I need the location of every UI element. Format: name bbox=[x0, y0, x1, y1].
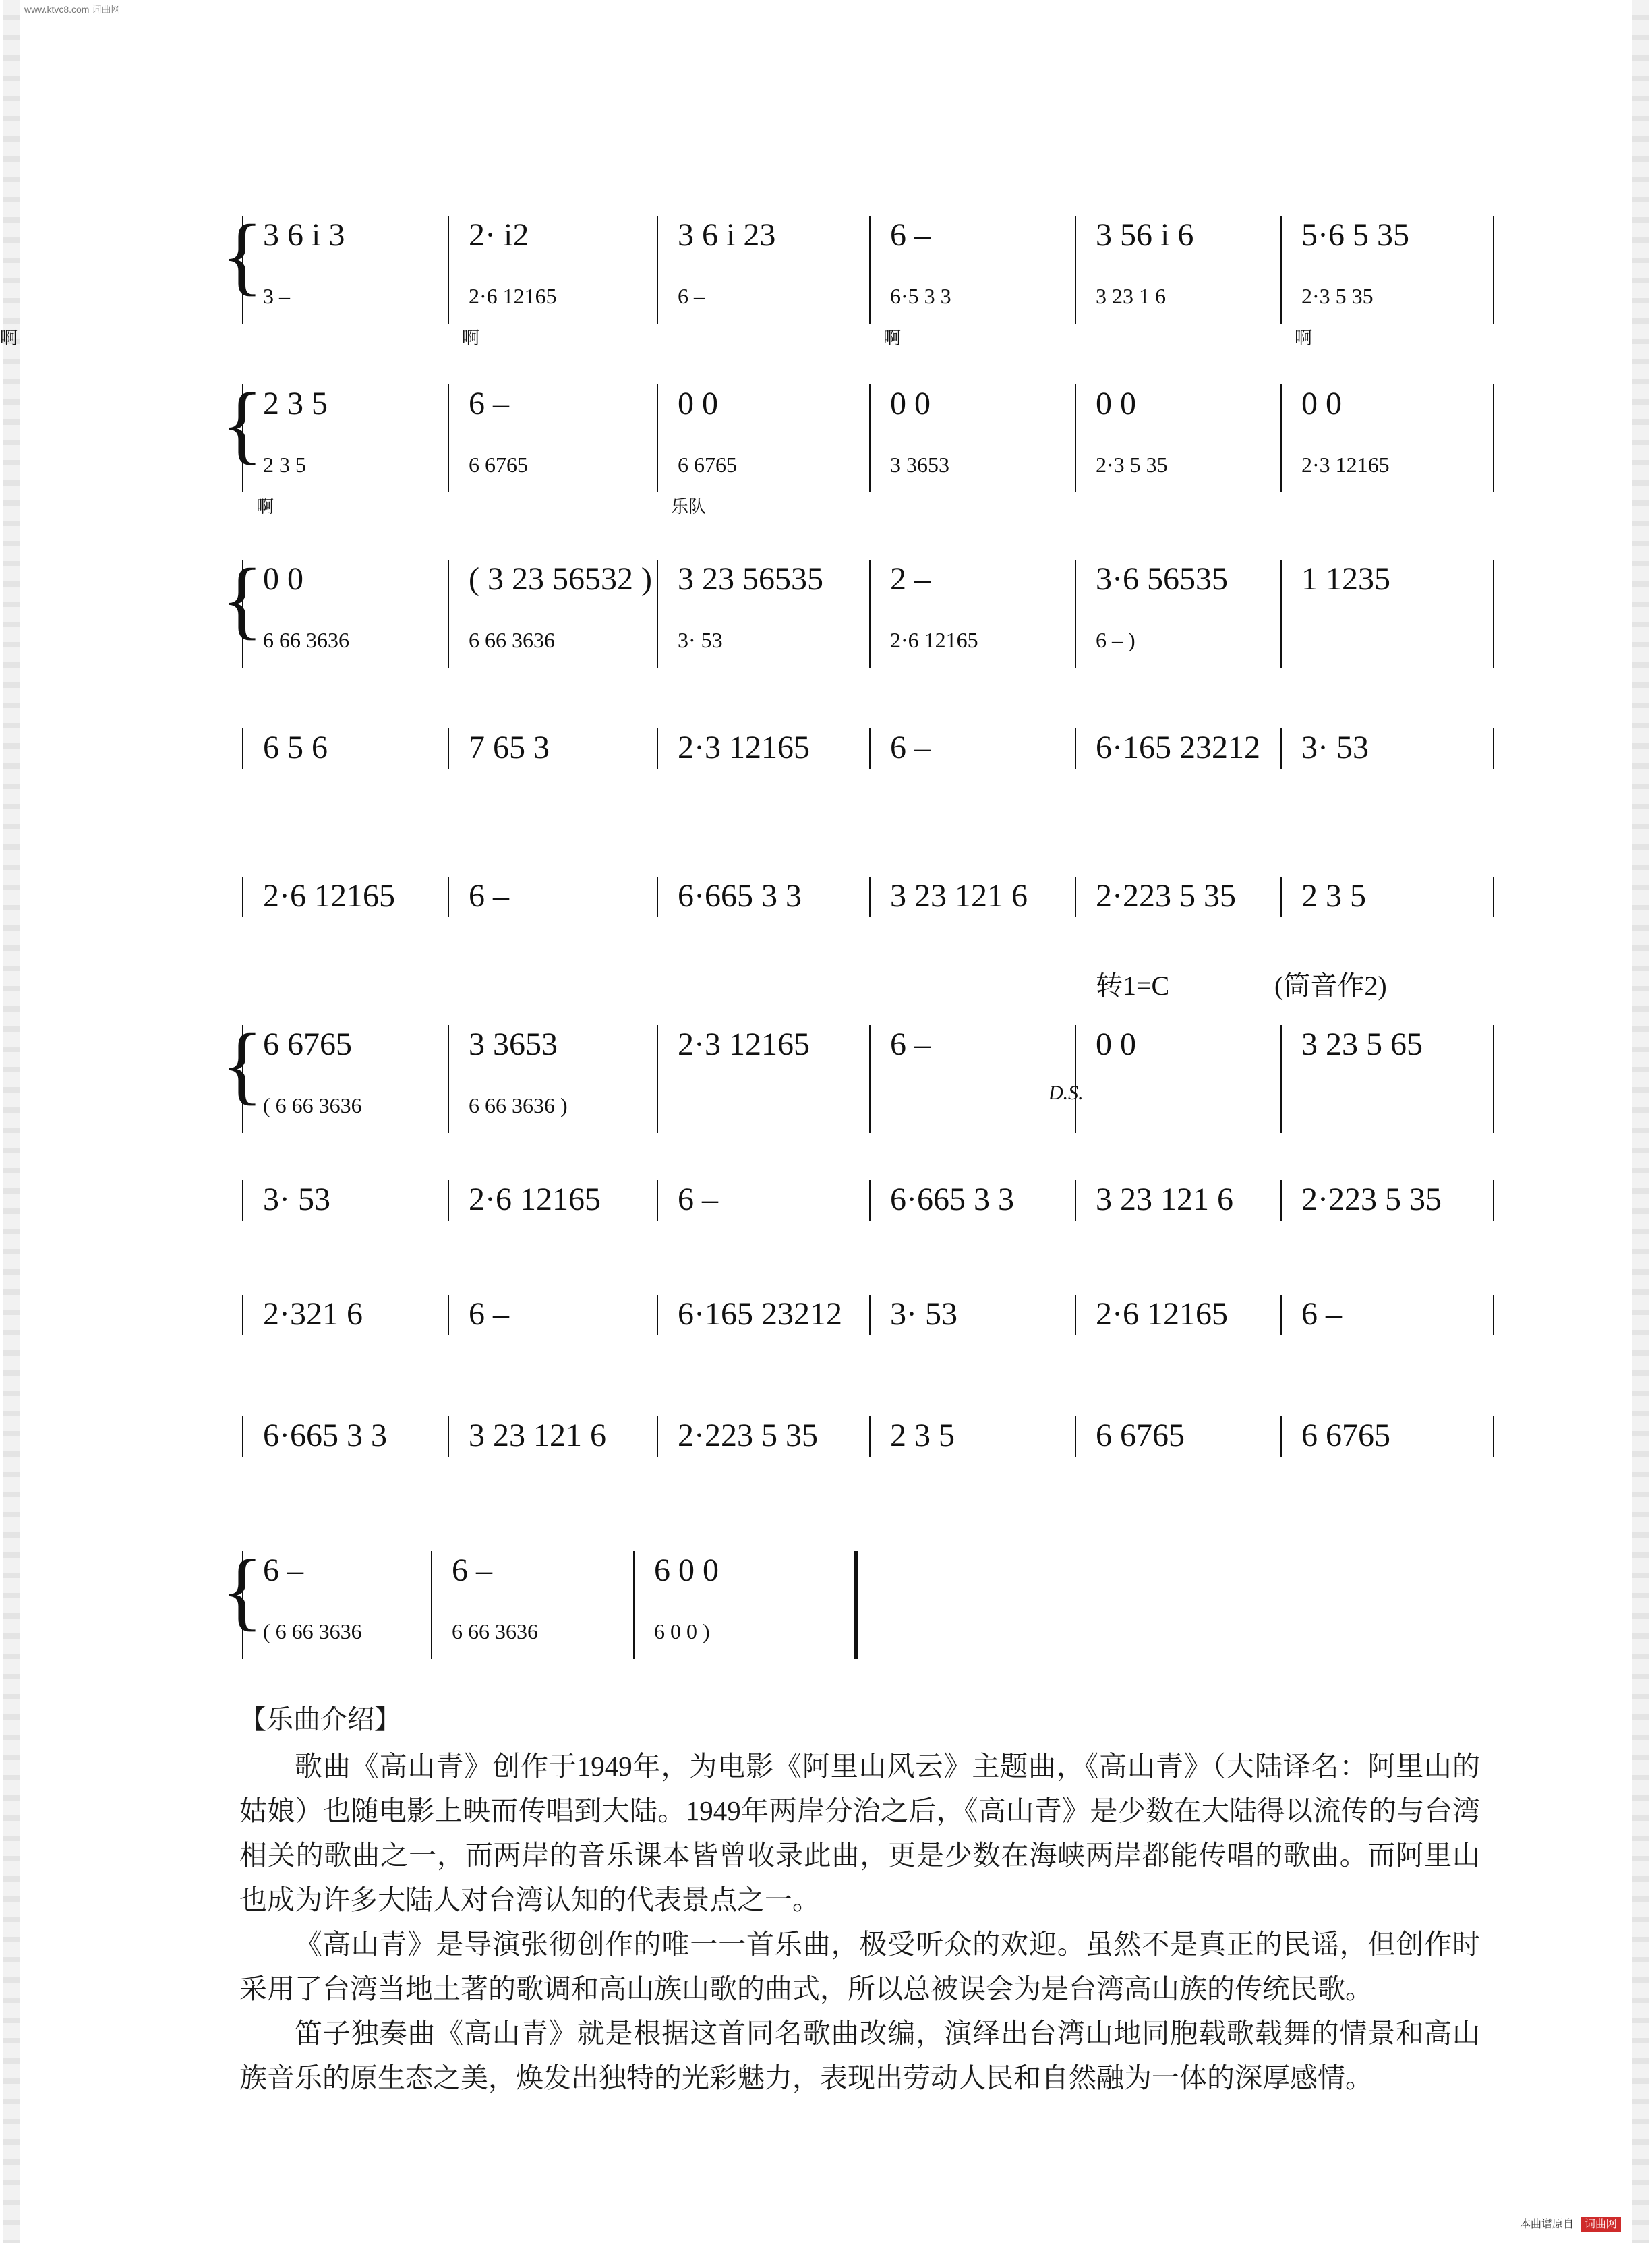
melody-measure: 0 0 bbox=[678, 386, 718, 421]
accomp-measure: 2·3 12165 bbox=[1301, 453, 1390, 477]
melody-measure: 6 0 0 bbox=[654, 1552, 719, 1588]
lyric-syllable: 乐队 bbox=[671, 497, 707, 517]
melody-measure: 2·6 12165 bbox=[1096, 1296, 1228, 1332]
melody-measure: 6 6765 bbox=[1096, 1418, 1185, 1453]
melody-measure: 6·165 23212 bbox=[1096, 730, 1260, 765]
melody-measure: 2·3 12165 bbox=[678, 730, 810, 765]
lyric-syllable: 啊 bbox=[0, 328, 18, 348]
melody-measure: 0 0 bbox=[1096, 386, 1136, 421]
accomp-measure: 6 – ) bbox=[1096, 628, 1135, 652]
system-brace: { bbox=[221, 551, 264, 648]
melody-measure: 6·665 3 3 bbox=[263, 1418, 387, 1453]
melody-measure: 2 – bbox=[890, 561, 931, 597]
melody-measure: 7 65 3 bbox=[469, 730, 550, 765]
melody-measure: 3· 53 bbox=[263, 1182, 330, 1217]
tuning-note: (筒音作2) bbox=[1274, 970, 1387, 1001]
accomp-measure: 3· 53 bbox=[678, 628, 723, 652]
accomp-measure: 6 6765 bbox=[469, 453, 528, 477]
melody-measure: 0 0 bbox=[890, 386, 931, 421]
melody-measure: 2 3 5 bbox=[1301, 878, 1366, 914]
key-change-label: 转1=C bbox=[1096, 970, 1170, 1001]
melody-measure: 3 56 i 6 bbox=[1096, 217, 1194, 253]
melody-measure: 3 23 56535 bbox=[678, 561, 823, 597]
melody-measure: 0 0 bbox=[263, 561, 303, 597]
accomp-measure: 3 – bbox=[263, 284, 290, 308]
system-brace: { bbox=[221, 376, 264, 473]
melody-measure: 3 6 i 3 bbox=[263, 217, 345, 253]
melody-measure: 2·6 12165 bbox=[263, 878, 395, 914]
accomp-measure: 2·3 5 35 bbox=[1301, 284, 1374, 308]
melody-measure: 0 0 bbox=[1096, 1026, 1136, 1062]
melody-measure: 3 3653 bbox=[469, 1026, 558, 1062]
accomp-measure: 2·3 5 35 bbox=[1096, 453, 1168, 477]
melody-measure: 6 6765 bbox=[1301, 1418, 1390, 1453]
melody-measure: 6·665 3 3 bbox=[890, 1182, 1014, 1217]
melody-measure: 3 23 5 65 bbox=[1301, 1026, 1423, 1062]
accomp-measure: 6 – bbox=[678, 284, 705, 308]
melody-measure: 3 23 121 6 bbox=[890, 878, 1028, 914]
melody-measure: ( 3 23 56532 ) bbox=[469, 561, 652, 597]
intro-section bbox=[239, 1699, 1480, 2100]
accomp-measure: 3 3653 bbox=[890, 453, 949, 477]
accomp-measure: 6 66 3636 ) bbox=[469, 1093, 568, 1117]
melody-measure: 2·6 12165 bbox=[469, 1182, 601, 1217]
melody-measure: 6·165 23212 bbox=[678, 1296, 842, 1332]
melody-measure: 3· 53 bbox=[1301, 730, 1369, 765]
melody-measure: 6 – bbox=[469, 878, 509, 914]
melody-measure: 1 1235 bbox=[1301, 561, 1390, 597]
melody-measure: 2·3 12165 bbox=[678, 1026, 810, 1062]
accomp-measure: 6 66 3636 bbox=[452, 1619, 538, 1643]
accomp-measure: 2 3 5 bbox=[263, 453, 306, 477]
accomp-measure: ( 6 66 3636 bbox=[263, 1619, 362, 1643]
melody-measure: 6 – bbox=[678, 1182, 718, 1217]
melody-measure: 6 – bbox=[469, 386, 509, 421]
system-brace: { bbox=[221, 207, 264, 304]
lyric-syllable: 啊 bbox=[1295, 328, 1313, 348]
system-brace: { bbox=[221, 1542, 264, 1639]
melody-measure: 3 23 121 6 bbox=[469, 1418, 606, 1453]
intro-paragraph-3: 笛子独奏曲《高山青》就是根据这首同名歌曲改编，演绎出台湾山地同胞载歌载舞的情景和高山族音乐的原生态之美，焕发出独特的光彩魅力，表现出劳动人民和自然融为一体的深厚感情。 bbox=[239, 2018, 1480, 2093]
melody-measure: 2·223 5 35 bbox=[678, 1418, 818, 1453]
melody-measure: 6 – bbox=[890, 217, 931, 253]
footer-credit-text: 本曲谱原自 bbox=[1519, 2219, 1574, 2230]
melody-measure: 0 0 bbox=[1301, 386, 1342, 421]
footer-credit bbox=[1520, 2215, 1621, 2231]
melody-measure: 3 23 121 6 bbox=[1096, 1182, 1233, 1217]
accomp-measure: 2·6 12165 bbox=[469, 284, 557, 308]
accomp-measure: 6·5 3 3 bbox=[890, 284, 951, 308]
melody-measure: 6 5 6 bbox=[263, 730, 328, 765]
lyric-syllable: 啊 bbox=[462, 328, 480, 348]
melody-measure: 6 – bbox=[890, 1026, 931, 1062]
accomp-measure: 2·6 12165 bbox=[890, 628, 978, 652]
melody-measure: 6 – bbox=[263, 1552, 303, 1588]
intro-heading: 【乐曲介绍】 bbox=[239, 1704, 401, 1735]
lyric-syllable: 啊 bbox=[883, 328, 902, 348]
accomp-measure: 6 66 3636 bbox=[263, 628, 349, 652]
melody-measure: 2·223 5 35 bbox=[1096, 878, 1236, 914]
melody-measure: 6 – bbox=[1301, 1296, 1342, 1332]
footer-site-tag: 词曲网 bbox=[1581, 2217, 1621, 2232]
melody-measure: 2 3 5 bbox=[263, 386, 328, 421]
intro-paragraph-2: 《高山青》是导演张彻创作的唯一一首乐曲，极受听众的欢迎。虽然不是真正的民谣，但创作时采用了台湾当地土著的歌调和高山族山歌的曲式，所以总被误会为是台湾高山族的传统民歌。 bbox=[239, 1929, 1480, 2004]
melody-measure: 3 6 i 23 bbox=[678, 217, 776, 253]
melody-measure: 2·321 6 bbox=[263, 1296, 363, 1332]
accomp-measure: ( 6 66 3636 bbox=[263, 1093, 362, 1117]
melody-measure: 2 3 5 bbox=[890, 1418, 955, 1453]
melody-measure: 6 – bbox=[890, 730, 931, 765]
melody-measure: 2· i2 bbox=[469, 217, 529, 253]
system-brace: { bbox=[221, 1016, 264, 1113]
header-site-label: www.ktvc8.com 词曲网 bbox=[24, 4, 121, 15]
melody-measure: 6·665 3 3 bbox=[678, 878, 802, 914]
melody-measure: 6 – bbox=[452, 1552, 492, 1588]
melody-measure: 2·223 5 35 bbox=[1301, 1182, 1442, 1217]
ds-marking: D.S. bbox=[1049, 1082, 1084, 1104]
accomp-measure: 3 23 1 6 bbox=[1096, 284, 1166, 308]
melody-measure: 6 – bbox=[469, 1296, 509, 1332]
intro-paragraph-1: 歌曲《高山青》创作于1949年，为电影《阿里山风云》主题曲，《高山青》（大陆译名：阿里山的姑娘）也随电影上映而传唱到大陆。1949年两岸分治之后，《高山青》是少数在大陆得以流传的与台湾相关的歌曲之一，而两岸的音乐课本皆曾收录此曲，更是少数在海峡两岸都能传唱的歌曲。而阿里山也成为许多大陆人对台湾认知的代表景点之一。 bbox=[239, 1751, 1480, 1915]
melody-measure: 6 6765 bbox=[263, 1026, 352, 1062]
accomp-measure: 6 6765 bbox=[678, 453, 737, 477]
melody-measure: 3·6 56535 bbox=[1096, 561, 1228, 597]
melody-measure: 3· 53 bbox=[890, 1296, 957, 1332]
accomp-measure: 6 66 3636 bbox=[469, 628, 555, 652]
melody-measure: 5·6 5 35 bbox=[1301, 217, 1409, 253]
lyric-syllable: 啊 bbox=[256, 497, 274, 517]
accomp-measure: 6 0 0 ) bbox=[654, 1619, 710, 1643]
